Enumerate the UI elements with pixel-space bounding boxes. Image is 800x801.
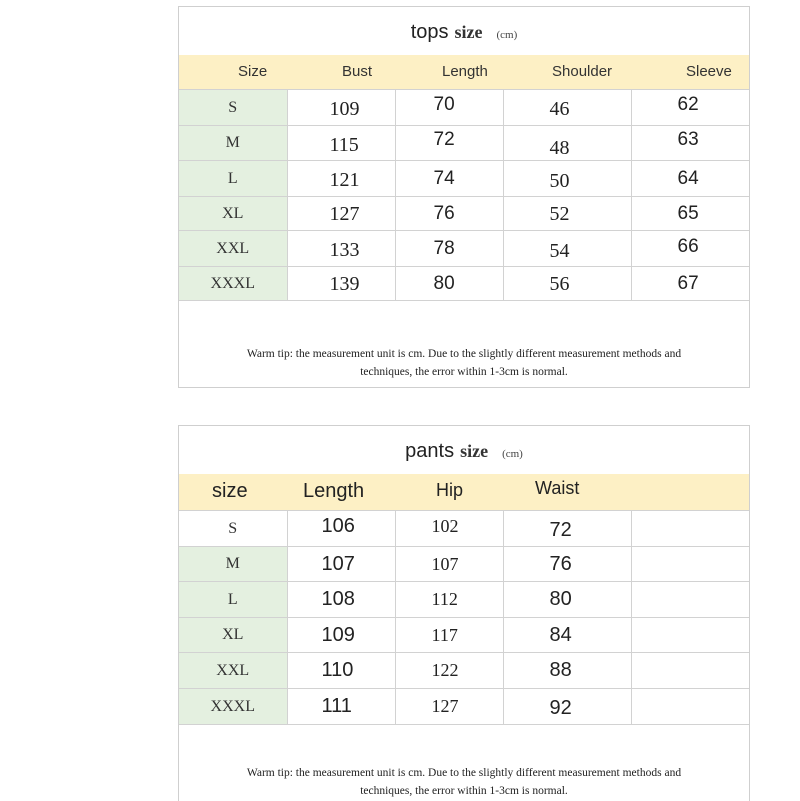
pants-length-cell: 106 [287,511,395,547]
tops-size-cell: XXXL [179,267,287,301]
pants-title-word: pants [405,440,455,462]
table-row [179,267,749,301]
table-row [179,90,749,126]
pants-length-cell: 107 [287,547,395,582]
pants-size-cell: M [179,547,287,582]
pants-empty-cell [631,511,749,547]
tops-header-length: Length [442,63,488,80]
table-row [179,618,749,653]
pants-waist-cell: 88 [503,653,631,689]
pants-size-cell: L [179,582,287,618]
tops-shoulder-cell: 54 [503,231,631,267]
table-row [179,161,749,197]
tops-size-cell: S [179,90,287,126]
tops-length-cell: 70 [395,90,503,126]
tops-shoulder-cell: 46 [503,90,631,126]
tops-header-size: Size [238,63,268,80]
pants-title-size-word: size [460,441,489,461]
pants-tip-line-1: Warm tip: the measurement unit is cm. Due to the slightly different measurement methods and [246,767,682,779]
table-row [179,126,749,161]
tops-bust-cell: 139 [287,267,395,301]
tops-length-cell: 80 [395,267,503,301]
tops-chart-title [179,21,749,44]
tops-bust-cell: 133 [287,231,395,267]
pants-size-cell: XL [179,618,287,653]
table-row [179,653,749,689]
pants-header-size: size [212,480,248,502]
pants-hip-cell: 117 [395,618,503,653]
tops-size-cell: XXL [179,231,287,267]
table-row [179,582,749,618]
tops-sleeve-cell: 63 [631,126,749,161]
pants-waist-cell: 92 [503,689,631,725]
tops-size-cell: M [179,126,287,161]
tops-sleeve-cell: 67 [631,267,749,301]
pants-waist-cell: 80 [503,582,631,618]
table-row [179,197,749,231]
tops-length-cell: 76 [395,197,503,231]
tops-sleeve-cell: 64 [631,161,749,197]
pants-hip-cell: 102 [395,511,503,547]
pants-hip-cell: 107 [395,547,503,582]
pants-length-cell: 111 [287,689,395,725]
pants-header-waist: Waist [535,478,580,498]
pants-size-cell: S [179,511,287,547]
tops-length-cell: 72 [395,126,503,161]
tops-size-cell: L [179,161,287,197]
pants-waist-cell: 72 [503,511,631,547]
pants-chart-title [179,440,749,463]
tops-length-cell: 78 [395,231,503,267]
pants-warm-tip [179,764,749,800]
pants-length-cell: 110 [287,653,395,689]
table-row [179,689,749,725]
pants-length-cell: 108 [287,582,395,618]
pants-empty-cell [631,582,749,618]
tops-sleeve-cell: 62 [631,90,749,126]
pants-tip-line-2: techniques, the error within 1-3cm is normal. [360,785,568,797]
tops-bust-cell: 109 [287,90,395,126]
tops-shoulder-cell: 48 [503,126,631,161]
pants-empty-cell [631,618,749,653]
table-row [179,511,749,547]
tops-shoulder-cell: 50 [503,161,631,197]
tops-title-size-word: size [454,22,483,42]
tops-bust-cell: 127 [287,197,395,231]
pants-size-cell: XXL [179,653,287,689]
tops-sleeve-cell: 65 [631,197,749,231]
pants-empty-cell [631,547,749,582]
tops-tip-line-1: Warm tip: the measurement unit is cm. Due to the slightly different measurement methods and [246,348,682,360]
tops-tip-line-2: techniques, the error within 1-3cm is normal. [360,366,568,378]
tops-size-cell: XL [179,197,287,231]
pants-table [179,510,749,725]
tops-shoulder-cell: 52 [503,197,631,231]
tops-header-bust: Bust [342,63,373,80]
tops-header-sleeve: Sleeve [686,63,732,80]
tops-warm-tip [179,345,749,381]
tops-length-cell: 74 [395,161,503,197]
tops-shoulder-cell: 56 [503,267,631,301]
table-row [179,231,749,267]
pants-header-hip: Hip [436,480,464,500]
tops-header-shoulder: Shoulder [552,63,613,80]
tops-size-chart [178,6,750,388]
pants-header-row [179,474,749,510]
pants-waist-cell: 76 [503,547,631,582]
pants-unit-label: (cm) [502,448,523,460]
pants-waist-cell: 84 [503,618,631,653]
pants-size-chart [178,425,750,801]
tops-table [179,89,749,301]
pants-size-cell: XXXL [179,689,287,725]
pants-empty-cell [631,689,749,725]
tops-sleeve-cell: 66 [631,231,749,267]
pants-hip-cell: 127 [395,689,503,725]
tops-bust-cell: 115 [287,126,395,161]
pants-empty-cell [631,653,749,689]
tops-header-row [179,55,749,89]
pants-hip-cell: 122 [395,653,503,689]
pants-header-length: Length [303,480,365,502]
pants-length-cell: 109 [287,618,395,653]
table-row [179,547,749,582]
tops-bust-cell: 121 [287,161,395,197]
pants-hip-cell: 112 [395,582,503,618]
tops-unit-label: (cm) [496,29,518,41]
tops-title-word: tops [410,21,449,43]
